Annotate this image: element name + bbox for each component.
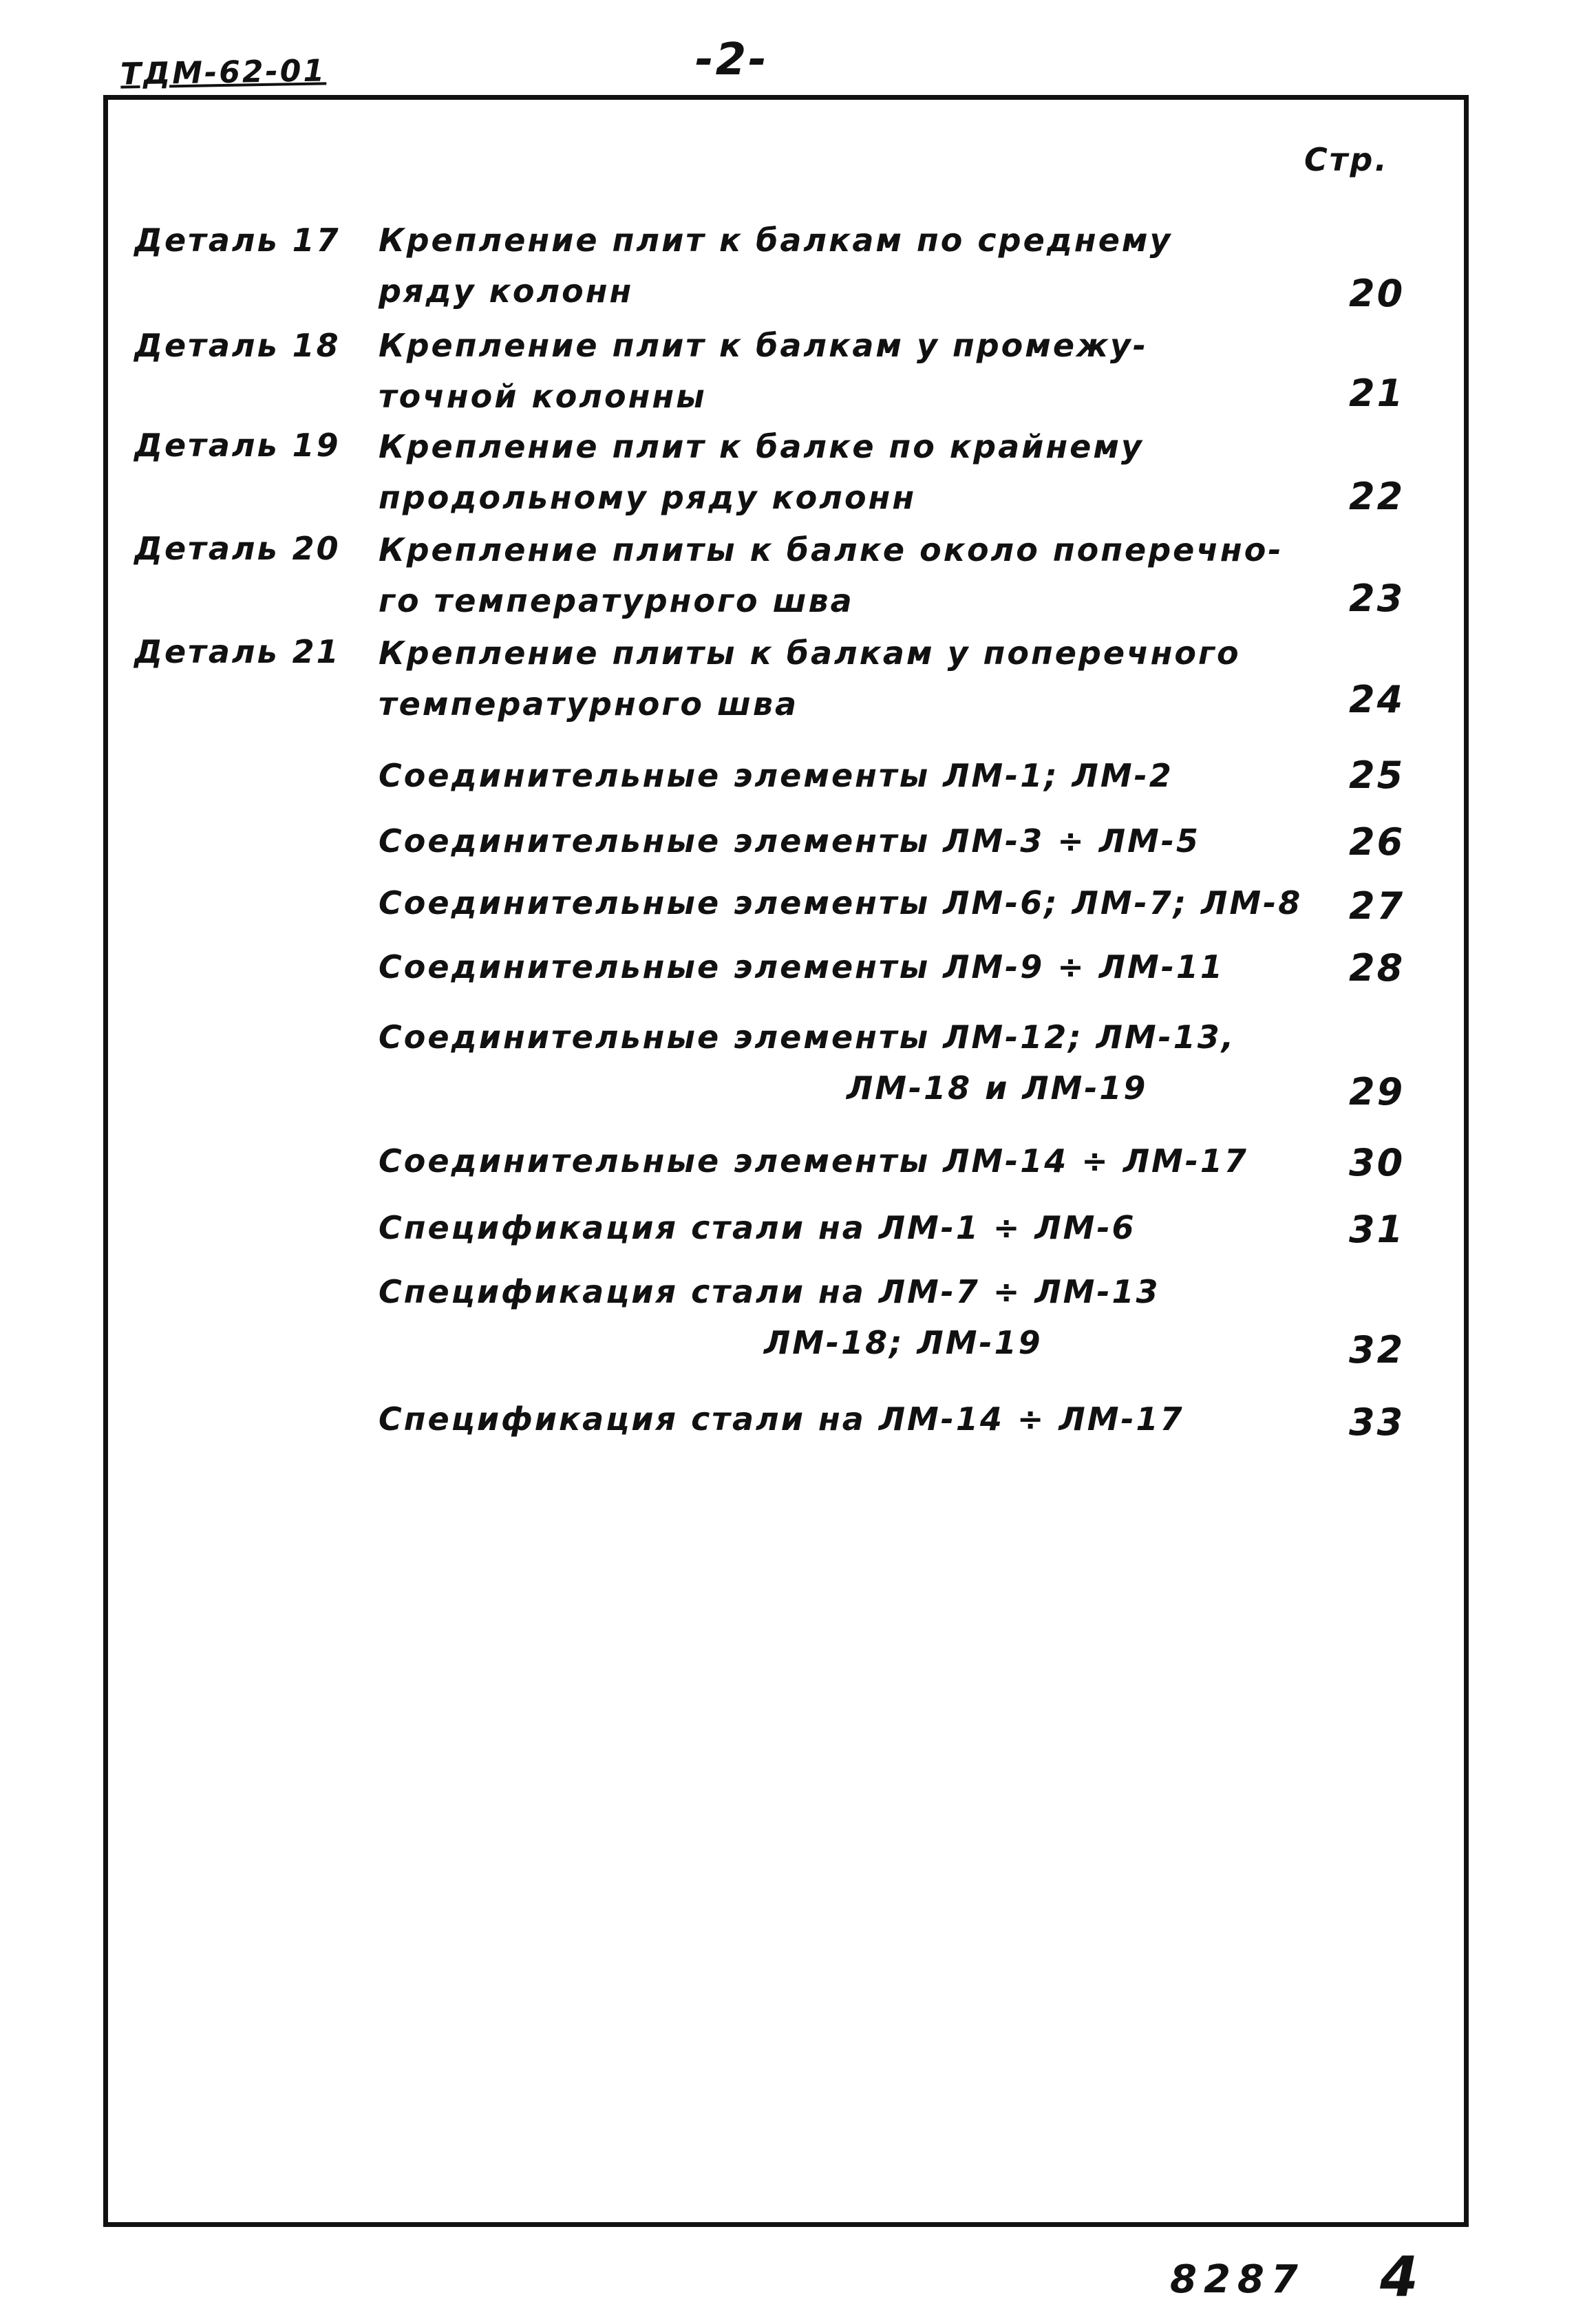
title-line: Спецификация стали на ЛМ-7 ÷ ЛМ-13 xyxy=(379,1273,1160,1310)
entry-title xyxy=(379,421,1273,523)
entry-title xyxy=(379,1136,1273,1186)
inventory-number: 8287 xyxy=(1170,2257,1305,2302)
title-line: Соединительные элементы ЛМ-9 ÷ ЛМ-11 xyxy=(379,948,1224,985)
title-line: Соединительные элементы ЛМ-14 ÷ ЛМ-17 xyxy=(379,1142,1248,1180)
document-code: ТДМ-62-01 xyxy=(120,53,327,92)
entry-title xyxy=(379,941,1273,992)
detail-label: Деталь 17 xyxy=(134,222,341,259)
title-line: Крепление плиты к балкам у поперечного xyxy=(379,635,1241,672)
entry-title xyxy=(379,628,1273,729)
entry-title xyxy=(379,877,1303,928)
page-column-header: Стр. xyxy=(1304,141,1389,178)
page-ref: 23 xyxy=(1349,577,1405,620)
sheet-number: 4 xyxy=(1380,2245,1421,2309)
title-line: Крепление плиты к балке около поперечно- xyxy=(379,531,1284,568)
entry-title xyxy=(379,320,1273,422)
title-line: Соединительные элементы ЛМ-6; ЛМ-7; ЛМ-8 xyxy=(379,884,1303,921)
title-line: точной колонны xyxy=(379,378,707,415)
entry-title xyxy=(379,524,1284,626)
title-line: Соединительные элементы ЛМ-12; ЛМ-13, xyxy=(379,1019,1236,1056)
detail-label: Деталь 20 xyxy=(134,530,341,567)
title-line: го температурного шва xyxy=(379,582,854,619)
title-line: Крепление плит к балкам по среднему xyxy=(379,222,1173,259)
entry-title xyxy=(379,815,1273,866)
entry-title xyxy=(379,750,1273,801)
page-ref: 26 xyxy=(1349,820,1405,864)
page-ref: 21 xyxy=(1349,372,1405,415)
detail-label: Деталь 19 xyxy=(134,427,341,464)
title-line: Спецификация стали на ЛМ-1 ÷ ЛМ-6 xyxy=(379,1209,1136,1246)
title-line: Крепление плит к балке по крайнему xyxy=(379,428,1144,465)
page-ref: 28 xyxy=(1349,946,1405,990)
entry-title xyxy=(379,215,1273,317)
page-ref: 25 xyxy=(1349,754,1405,797)
title-line: Соединительные элементы ЛМ-3 ÷ ЛМ-5 xyxy=(379,822,1200,860)
page-ref: 33 xyxy=(1349,1400,1405,1444)
detail-label: Деталь 21 xyxy=(134,633,341,670)
entry-title xyxy=(379,1202,1273,1253)
page-ref: 31 xyxy=(1349,1208,1405,1251)
page-ref: 24 xyxy=(1349,678,1405,721)
title-line: ЛМ-18 и ЛМ-19 xyxy=(847,1069,1148,1107)
title-line: ряду колонн xyxy=(379,273,634,310)
page-number: -2- xyxy=(695,34,769,85)
entry-title xyxy=(379,1266,1273,1368)
page-ref: 32 xyxy=(1349,1328,1405,1372)
page-ref: 20 xyxy=(1349,272,1405,315)
title-line: Спецификация стали на ЛМ-14 ÷ ЛМ-17 xyxy=(379,1400,1184,1438)
entry-title xyxy=(379,1394,1273,1444)
page-ref: 27 xyxy=(1349,884,1405,928)
title-line: температурного шва xyxy=(379,685,799,723)
title-line: продольному ряду колонн xyxy=(379,479,917,516)
page-ref: 22 xyxy=(1349,475,1405,518)
entry-title xyxy=(379,1012,1273,1113)
page-ref: 30 xyxy=(1349,1141,1405,1184)
detail-label: Деталь 18 xyxy=(134,327,341,364)
title-line: ЛМ-18; ЛМ-19 xyxy=(764,1324,1043,1361)
title-line: Соединительные элементы ЛМ-1; ЛМ-2 xyxy=(379,757,1173,794)
page-ref: 29 xyxy=(1349,1070,1405,1113)
title-line: Крепление плит к балкам у промежу- xyxy=(379,327,1148,364)
